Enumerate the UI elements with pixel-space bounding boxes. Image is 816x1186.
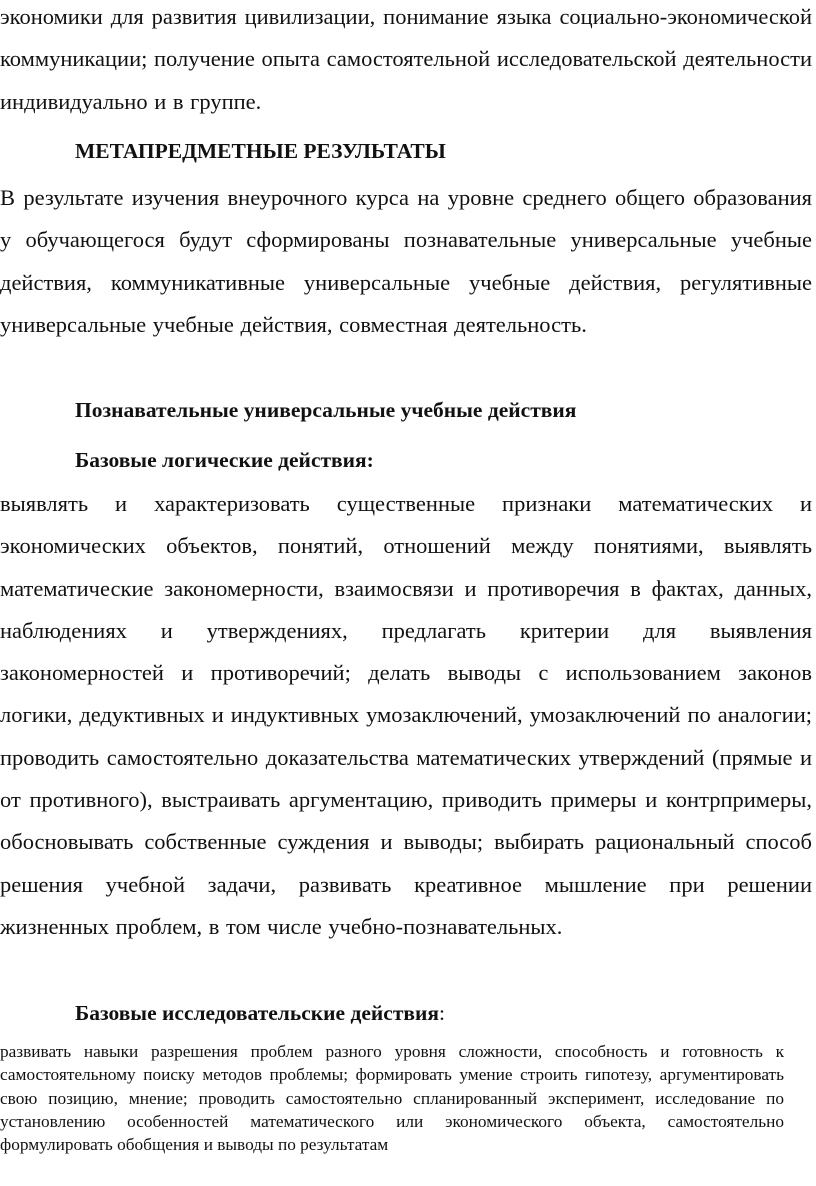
intro-paragraph: экономики для развития цивилизации, понимание языка социально-экономической коммуникации; получение опыта самостоятельной исследовательской деятельности индивидуально и в группе.: [0, 4, 813, 114]
heading-basic-logical-actions: Базовые логические действия:: [75, 448, 374, 472]
heading-basic-research-actions: [75, 999, 445, 1027]
heading-research-colon: :: [439, 1001, 445, 1025]
heading-cognitive-actions: Познавательные универсальные учебные действия: [75, 398, 577, 422]
heading-metasubject-results: МЕТАПРЕДМЕТНЫЕ РЕЗУЛЬТАТЫ: [75, 139, 446, 163]
metasubject-paragraph: В результате изучения внеурочного курса на уровне среднего общего образования у обучающегося будут сформированы познавательные универсальные учебные действия, коммуникативные универсальные учебные действия, регулятивные универсальные учебные действия, совместная деятельность.: [0, 185, 812, 337]
heading-research-text: Базовые исследовательские действия: [75, 1001, 440, 1025]
research-actions-paragraph: развивать навыки разрешения проблем разного уровня сложности, способность и готовность к самостоятельному поиску методов проблемы; формировать умение строить гипотезу, аргументировать свою позицию, мнение; проводить самостоятельно спланированный эксперимент, исследование по установлению особенностей математического или экономического объекта, самостоятельно формулировать обобщения и выводы по результатам: [0, 1042, 784, 1155]
logical-actions-paragraph: выявлять и характеризовать существенные признаки математических и экономических объектов, понятий, отношений между понятиями, выявлять математические закономерности, взаимосвязи и противоречия в фактах, данных, наблюдениях и утверждениях, предлагать критерии для выявления закономерностей и противоречий; делать выводы с использованием законов логики, дедуктивных и индуктивных умозаключений, умозаключений по аналогии; проводить самостоятельно доказательства математических утверждений (прямые и от противного), выстраивать аргументацию, приводить примеры и контрпримеры, обосновывать собственные суждения и выводы; выбирать рациональный способ решения учебной задачи, развивать креативное мышление при решении жизненных проблем, в том числе учебно-познавательных.: [0, 491, 812, 939]
